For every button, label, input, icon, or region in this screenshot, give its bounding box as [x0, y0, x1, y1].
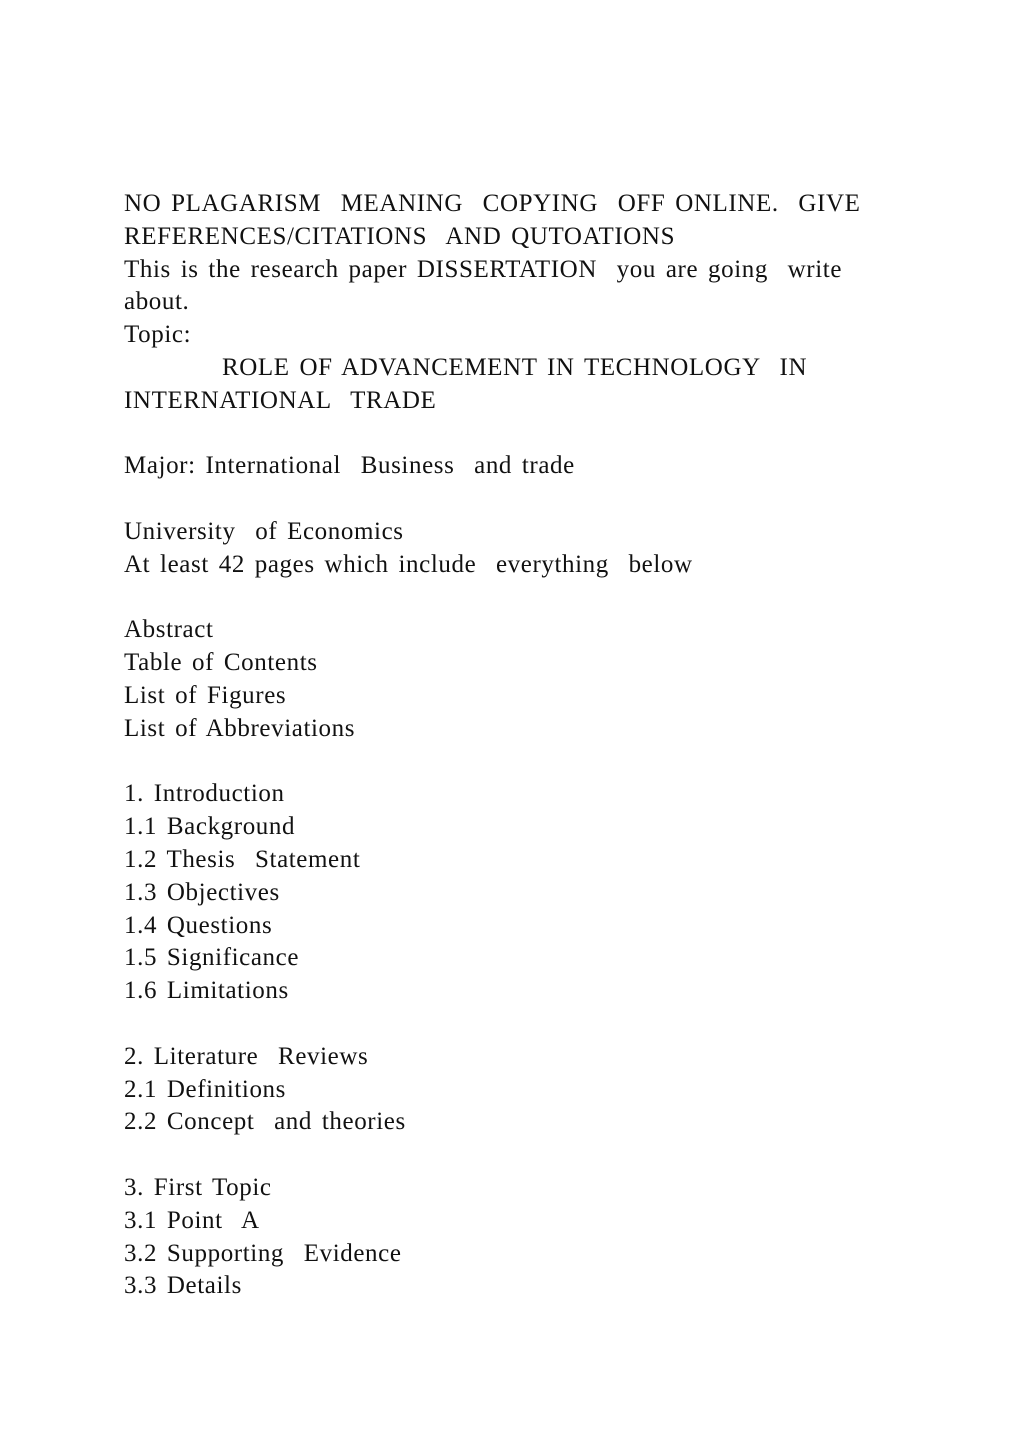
list-item: 1.4 Questions: [124, 911, 273, 939]
spacer: [124, 1139, 904, 1172]
list-item: Abstract: [124, 616, 214, 644]
list-item: 3.2 Supporting Evidence: [124, 1239, 402, 1267]
list-item: 1. Introduction: [124, 780, 285, 808]
list-item: 1.1 Background: [124, 813, 296, 841]
list-item: 3. First Topic: [124, 1173, 272, 1201]
list-item: 2.2 Concept and theories: [124, 1108, 406, 1136]
list-item: 1.6 Limitations: [124, 977, 289, 1005]
document-page: [124, 188, 904, 1303]
major-line: Major: International Business and trade: [124, 452, 575, 480]
list-item: 2. Literature Reviews: [124, 1042, 369, 1070]
university-line: University of Economics: [124, 517, 404, 545]
list-item: List of Abbreviations: [124, 714, 356, 742]
list-item: 1.3 Objectives: [124, 878, 280, 906]
front-matter-list: [124, 614, 904, 745]
requirement-line: At least 42 pages which include everything below: [124, 550, 693, 578]
spacer: [124, 1008, 904, 1041]
intro-line-3: This is the research paper DISSERTATION you are going write: [124, 255, 843, 283]
spacer: [124, 483, 904, 516]
intro-line-1: NO PLAGARISM MEANING COPYING OFF ONLINE. GIVE: [124, 190, 861, 217]
list-item: Table of Contents: [124, 649, 318, 677]
section-3-list: [124, 1172, 904, 1303]
list-item: 2.1 Definitions: [124, 1075, 286, 1103]
intro-line-2: REFERENCES/CITATIONS AND QUTOATIONS: [124, 222, 676, 250]
list-item: List of Figures: [124, 681, 287, 709]
list-item: 1.5 Significance: [124, 944, 300, 972]
topic-label: Topic:: [124, 321, 192, 349]
section-2-list: [124, 1041, 904, 1139]
list-item: 1.2 Thesis Statement: [124, 845, 361, 873]
section-1-list: [124, 778, 904, 1008]
spacer: [124, 418, 904, 451]
spacer: [124, 746, 904, 779]
list-item: 3.3 Details: [124, 1272, 242, 1300]
intro-line-4: about.: [124, 288, 190, 316]
list-item: 3.1 Point A: [124, 1206, 260, 1234]
topic-title-line-2: INTERNATIONAL TRADE: [124, 386, 437, 414]
spacer: [124, 582, 904, 615]
topic-title-line-1: ROLE OF ADVANCEMENT IN TECHNOLOGY IN: [222, 353, 808, 381]
